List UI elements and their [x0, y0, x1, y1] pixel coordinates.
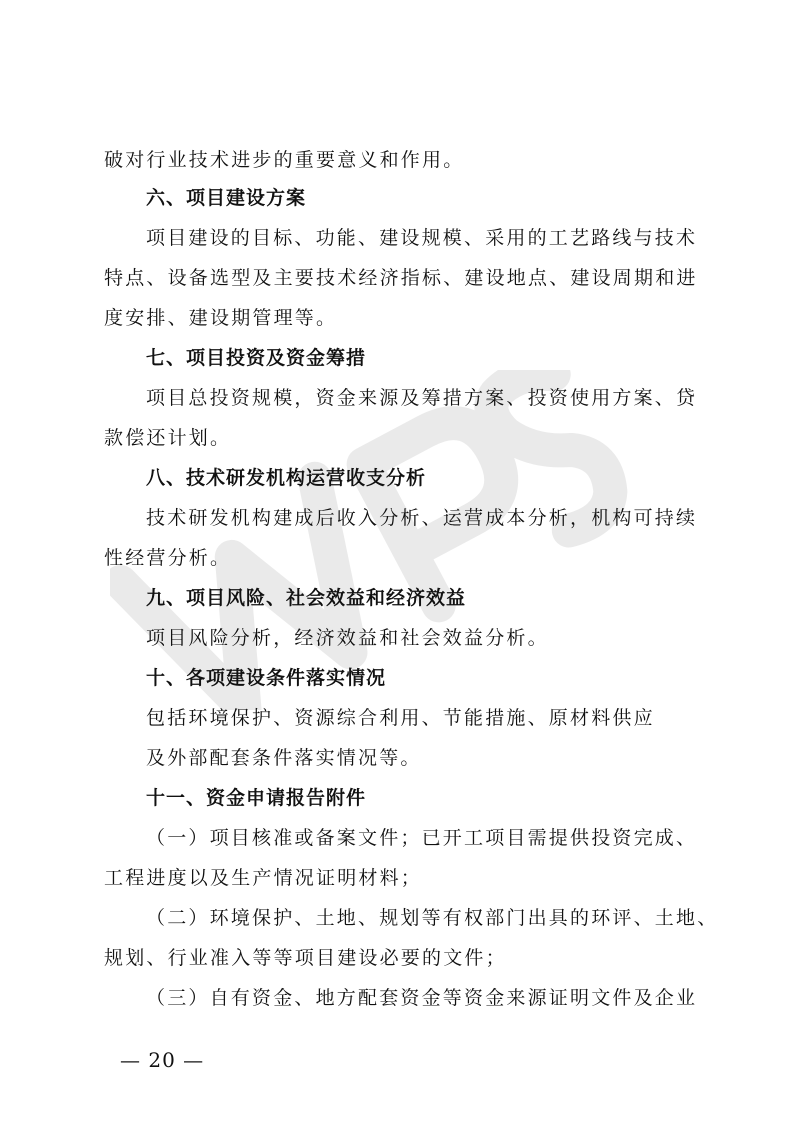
paragraph-line: 破对行业技术进步的重要意义和作用。 [104, 149, 465, 171]
section-heading-6: 六、项目建设方案 [146, 187, 307, 209]
list-item-line: （三）自有资金、地方配套资金等资金来源证明文件及企业 [146, 987, 698, 1009]
paragraph-line: 度安排、建设期管理等。 [104, 307, 338, 329]
section-heading-9: 九、项目风险、社会效益和经济效益 [146, 587, 467, 609]
paragraph-line: 性经营分析。 [104, 547, 232, 569]
list-item-line: 规划、行业准入等等项目建设必要的文件； [104, 947, 507, 969]
list-item-line: （二）环境保护、土地、规划等有权部门出具的环评、土地、 [146, 907, 719, 929]
section-heading-11: 十一、资金申请报告附件 [146, 787, 367, 809]
section-heading-10: 十、各项建设条件落实情况 [146, 667, 387, 689]
paragraph-line: 款偿还计划。 [104, 427, 232, 449]
list-item-line: 工程进度以及生产情况证明材料； [104, 867, 423, 889]
list-item-line: （一）项目核准或备案文件；已开工项目需提供投资完成、 [146, 827, 698, 849]
paragraph-line: 技术研发机构建成后收入分析、运营成本分析，机构可持续 [146, 507, 698, 529]
paragraph-line: 项目建设的目标、功能、建设规模、采用的工艺路线与技术 [146, 227, 698, 249]
paragraph-line: 及外部配套条件落实情况等。 [146, 747, 422, 769]
paragraph-line: 项目总投资规模，资金来源及筹措方案、投资使用方案、贷 [146, 387, 698, 409]
paragraph-line: 包括环境保护、资源综合利用、节能措施、原材料供应 [146, 707, 655, 729]
paragraph-line: 特点、设备选型及主要技术经济指标、建设地点、建设周期和进 [104, 267, 698, 289]
paragraph-line: 项目风险分析，经济效益和社会效益分析。 [146, 627, 549, 649]
page-number: — 20 — [120, 1048, 205, 1072]
section-heading-8: 八、技术研发机构运营收支分析 [146, 467, 427, 489]
wps-watermark-logo [110, 370, 630, 710]
section-heading-7: 七、项目投资及资金筹措 [146, 347, 367, 369]
